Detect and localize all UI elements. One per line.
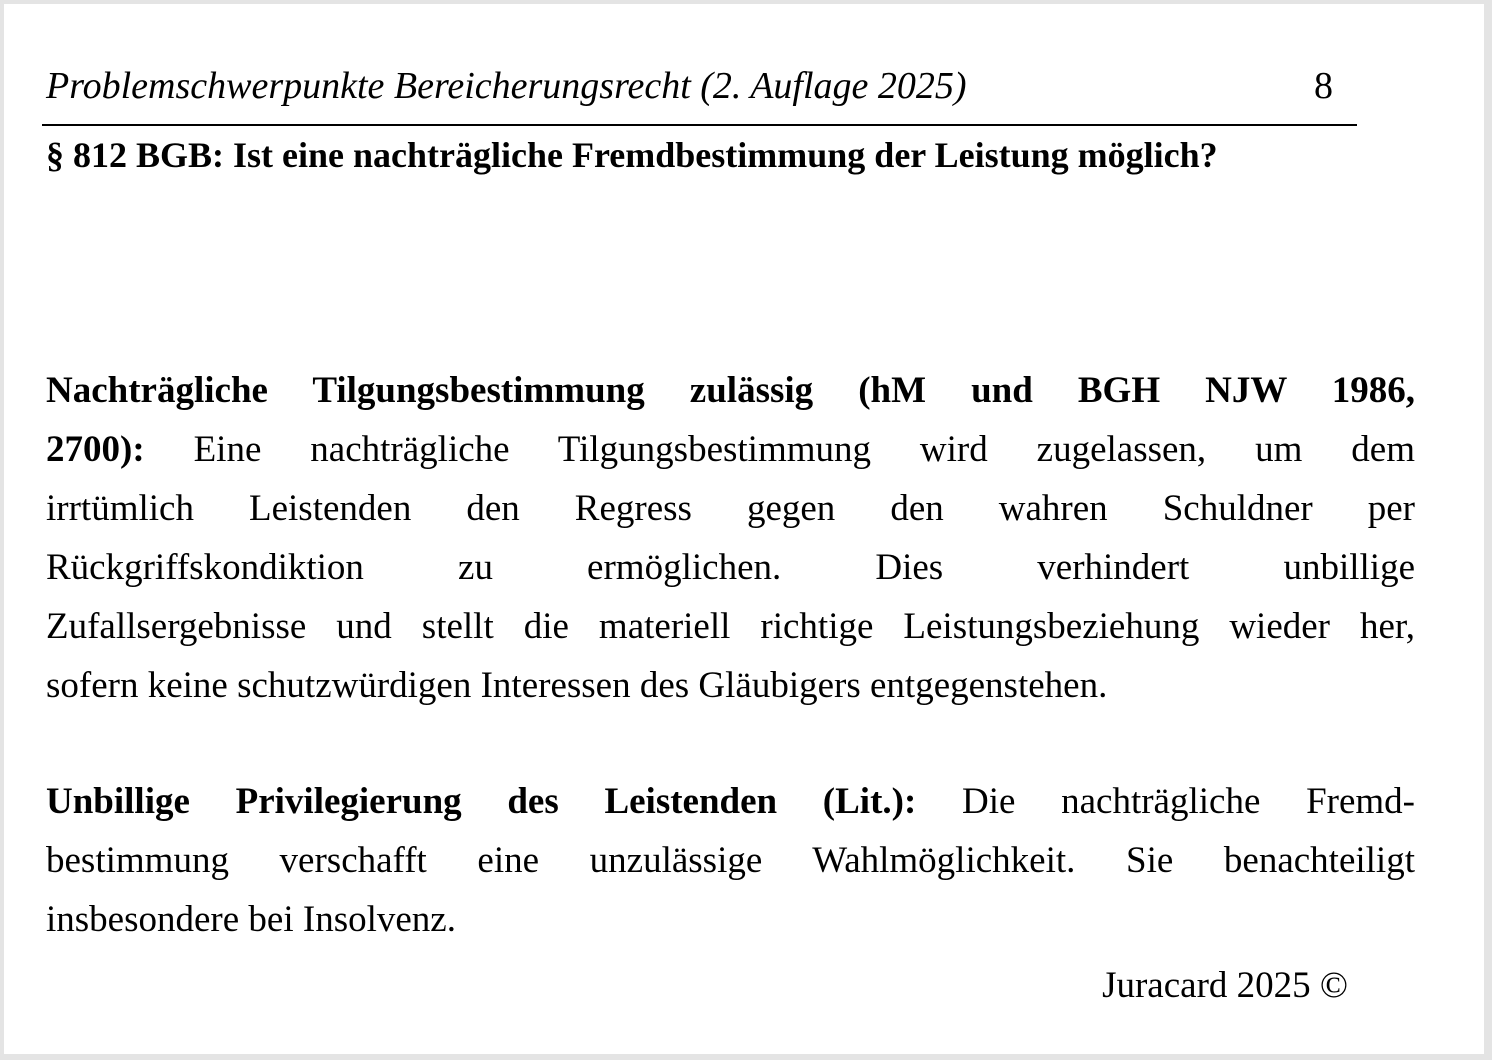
body-text: Zufallsergebnisse und stellt die materiell richtige Leistungsbeziehung wieder her, bbox=[46, 606, 1415, 647]
text-line bbox=[46, 890, 1415, 949]
header-rule bbox=[42, 124, 1357, 126]
text-line bbox=[46, 479, 1415, 538]
page-number: 8 bbox=[1314, 65, 1333, 107]
text-line bbox=[46, 772, 1415, 831]
body-text: insbesondere bei Insolvenz. bbox=[46, 899, 456, 940]
paragraph-majority-view bbox=[46, 361, 1415, 715]
body-text: Die nachträgliche Fremd- bbox=[916, 781, 1415, 822]
bold-text: 2700): bbox=[46, 429, 145, 470]
running-header-title: Problemschwerpunkte Bereicherungsrecht (2. Auflage 2025) bbox=[46, 65, 967, 107]
body-text: irrtümlich Leistenden den Regress gegen den wahren Schuldner per bbox=[46, 488, 1415, 529]
body-text: bestimmung verschafft eine unzulässige Wahlmöglichkeit. Sie benachteiligt bbox=[46, 840, 1415, 881]
text-line bbox=[46, 420, 1415, 479]
text-line bbox=[46, 538, 1415, 597]
body-text: Eine nachträgliche Tilgungsbestimmung wird zugelassen, um dem bbox=[144, 429, 1415, 470]
paragraph-literature-view bbox=[46, 772, 1415, 949]
copyright-footer: Juracard 2025 © bbox=[1102, 965, 1348, 1006]
text-line bbox=[46, 656, 1415, 715]
document-page bbox=[4, 4, 1484, 1054]
body-text: Rückgriffskondiktion zu ermöglichen. Dies verhindert unbillige bbox=[46, 547, 1415, 588]
text-line bbox=[46, 597, 1415, 656]
bold-text: Unbillige Privilegierung des Leistenden (Lit.): bbox=[46, 781, 917, 822]
section-title: § 812 BGB: Ist eine nachträgliche Fremdbestimmung der Leistung möglich? bbox=[46, 135, 1218, 175]
bold-text: Nachträgliche Tilgungsbestimmung zulässig (hM und BGH NJW 1986, bbox=[46, 370, 1415, 411]
body-text: sofern keine schutzwürdigen Interessen des Gläubigers entgegenstehen. bbox=[46, 665, 1108, 706]
text-line bbox=[46, 831, 1415, 890]
text-line bbox=[46, 361, 1415, 420]
